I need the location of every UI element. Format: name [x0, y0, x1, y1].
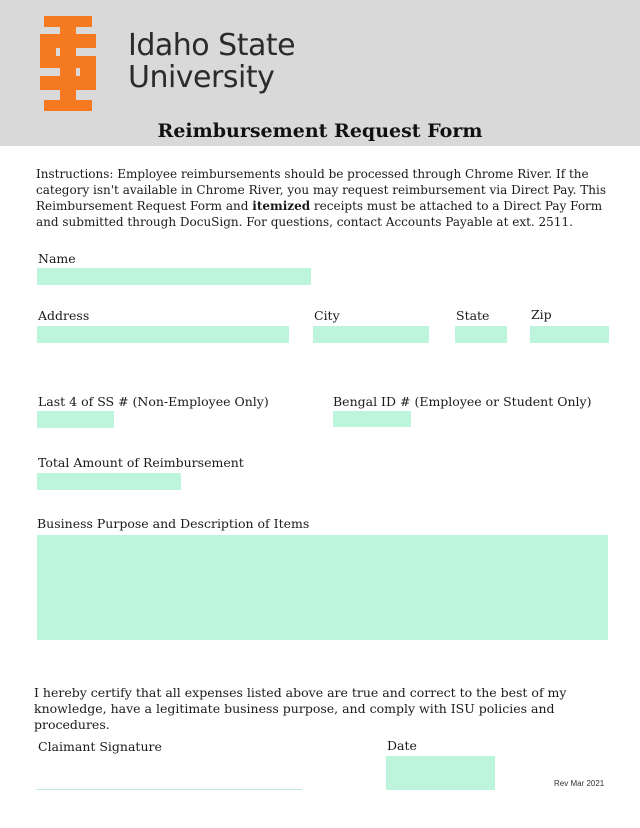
signature-label: Claimant Signature: [38, 739, 162, 754]
instructions-part1: Instructions: Employee reimbursements should be processed through Chrome River. If the category isn't available in Chrome River, you may request reimbursement via Direct Pay. This Reimbursement Request Form and: [36, 167, 606, 213]
instructions-bold: itemized: [252, 199, 311, 213]
ssn-label: Last 4 of SS # (Non-Employee Only): [38, 394, 269, 409]
bengal-id-field[interactable]: [333, 411, 411, 427]
city-field[interactable]: [313, 326, 429, 343]
name-field[interactable]: [37, 268, 311, 285]
address-field[interactable]: [37, 326, 289, 343]
total-amount-label: Total Amount of Reimbursement: [38, 455, 244, 470]
address-label: Address: [38, 308, 90, 323]
city-label: City: [314, 308, 340, 323]
total-amount-field[interactable]: [37, 473, 181, 490]
zip-label: Zip: [531, 307, 552, 322]
state-field[interactable]: [455, 326, 507, 343]
revision-note: Rev Mar 2021: [554, 779, 605, 788]
university-name: [128, 30, 295, 94]
university-name-line2: University: [128, 60, 275, 95]
header-band: [0, 0, 640, 146]
business-purpose-field[interactable]: [37, 535, 608, 640]
instructions-text: [36, 166, 611, 230]
certification-text: I hereby certify that all expenses listed above are true and correct to the best of my knowledge, have a legitimate business purpose, and comply with ISU policies and procedures.: [34, 685, 567, 732]
instructions-part2: receipts must be attached to a Direct Pay Form and submitted through DocuSign. For questions, contact Accounts Payable at ext. 2511.: [36, 199, 603, 229]
signature-line[interactable]: [36, 789, 302, 790]
state-label: State: [456, 308, 490, 323]
zip-field[interactable]: [530, 326, 609, 343]
bengal-id-label: Bengal ID # (Employee or Student Only): [333, 394, 592, 409]
university-name-line1: Idaho State: [128, 28, 296, 63]
date-label: Date: [387, 738, 417, 753]
ssn-field[interactable]: [37, 411, 114, 428]
isu-logo-icon: [36, 16, 100, 111]
name-label: Name: [38, 251, 76, 266]
form-title: Reimbursement Request Form: [157, 120, 483, 142]
business-purpose-label: Business Purpose and Description of Items: [37, 516, 310, 531]
date-field[interactable]: [386, 756, 495, 790]
